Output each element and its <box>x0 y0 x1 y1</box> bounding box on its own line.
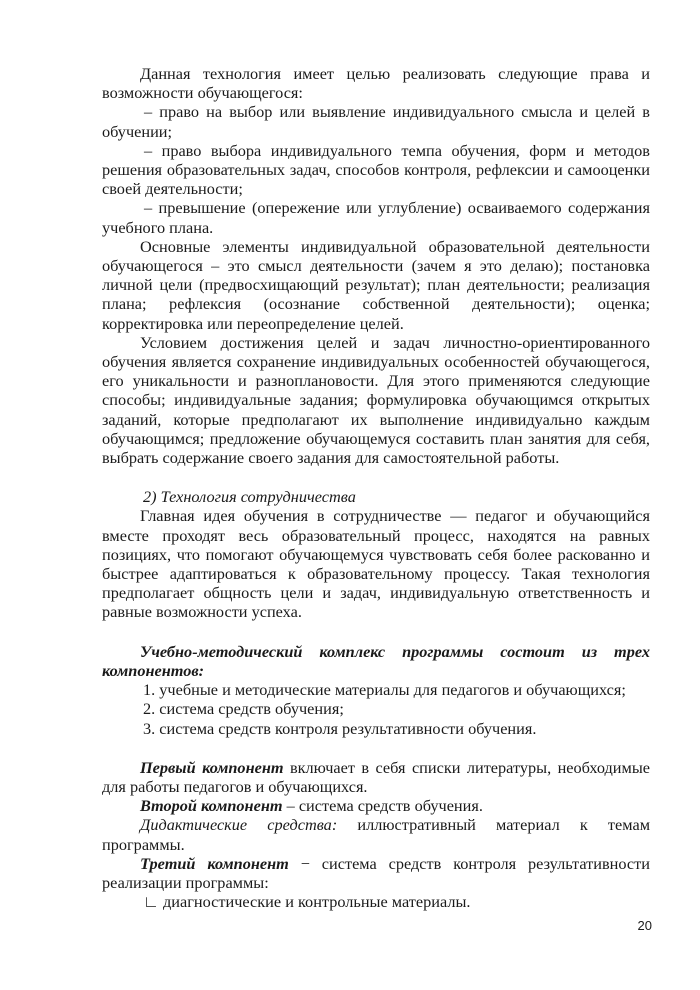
first-component-label: Первый компонент <box>140 757 284 777</box>
second-component-text: – система средств обучения. <box>282 796 483 816</box>
section-heading-cooperation: 2) Технология сотрудничества <box>143 487 356 507</box>
document-page <box>102 64 650 911</box>
list-item-diagnostic: ∟ диагностические и контрольные материалы. <box>143 892 471 912</box>
umk-heading: Учебно-методический комплекс программы состоит из трех компонентов: <box>102 641 650 680</box>
page-number: 20 <box>637 918 652 933</box>
didactic-label: Дидактические средства: <box>140 815 338 835</box>
paragraph-second-component <box>102 796 650 815</box>
didactic-text: иллюстративный материал к темам программы. <box>102 815 650 854</box>
paragraph-conditions: Условием достижения целей и задач личностно-ориентированного обучения является сохранение индивидуальных особенностей обучающегося, его уникальности и разноплановости. Для этого применяются следующие способы; индивидуальные задания; формулировка обучающимся открытых заданий, которые предполагают их выполнение индивидуально каждым обучающимся; предложение обучающемуся составить план занятия для себя, выбрать содержание своего задания для самостоятельной работы. <box>102 332 650 468</box>
bullet-right-choice: – право на выбор или выявление индивидуального смысла и целей в обучении; <box>102 102 650 141</box>
second-component-label: Второй компонент <box>140 796 283 816</box>
first-component-text: включает в себя списки литературы, необходимые для работы педагогов и обучающихся. <box>102 757 650 796</box>
bullet-right-pace: – право выбора индивидуального темпа обучения, форм и методов решения образовательных задач, способов контроля, рефлексии и самооценки своей деятельности; <box>102 140 650 199</box>
paragraph-first-component <box>102 758 650 796</box>
third-component-text: − система средств контроля результативности реализации программы: <box>102 853 650 892</box>
paragraph-didactic <box>102 815 650 853</box>
list-item-3: 3. система средств контроля результативности обучения. <box>143 718 537 738</box>
list-item-1: 1. учебные и методические материалы для педагогов и обучающихся; <box>143 680 626 700</box>
third-component-label: Третий компонент <box>140 853 289 873</box>
bullet-exceeding: – превышение (опережение или углубление) осваиваемого содержания учебного плана. <box>102 198 650 237</box>
paragraph-cooperation: Главная идея обучения в сотрудничестве — педагог и обучающийся вместе проходят весь образовательный процесс, находятся на равных позициях, что помогают обучающемуся чувствовать себя более раскованно и быстрее адаптироваться к образовательному процессу. Такая технология предполагает общность цели и задач, индивидуальную ответственность и равные возможности успеха. <box>102 506 650 622</box>
paragraph-elements: Основные элементы индивидуальной образовательной деятельности обучающегося – это смысл деятельности (зачем я это делаю); постановка личной цели (предвосхищающий результат); план деятельности; реализация плана; рефлексия (осознание собственной деятельности); оценка; корректировка или переопределение целей. <box>102 236 650 333</box>
paragraph-third-component <box>102 854 650 892</box>
list-item-2: 2. система средств обучения; <box>143 699 344 719</box>
paragraph-intro: Данная технология имеет целью реализовать следующие права и возможности обучающегося: <box>102 64 650 103</box>
